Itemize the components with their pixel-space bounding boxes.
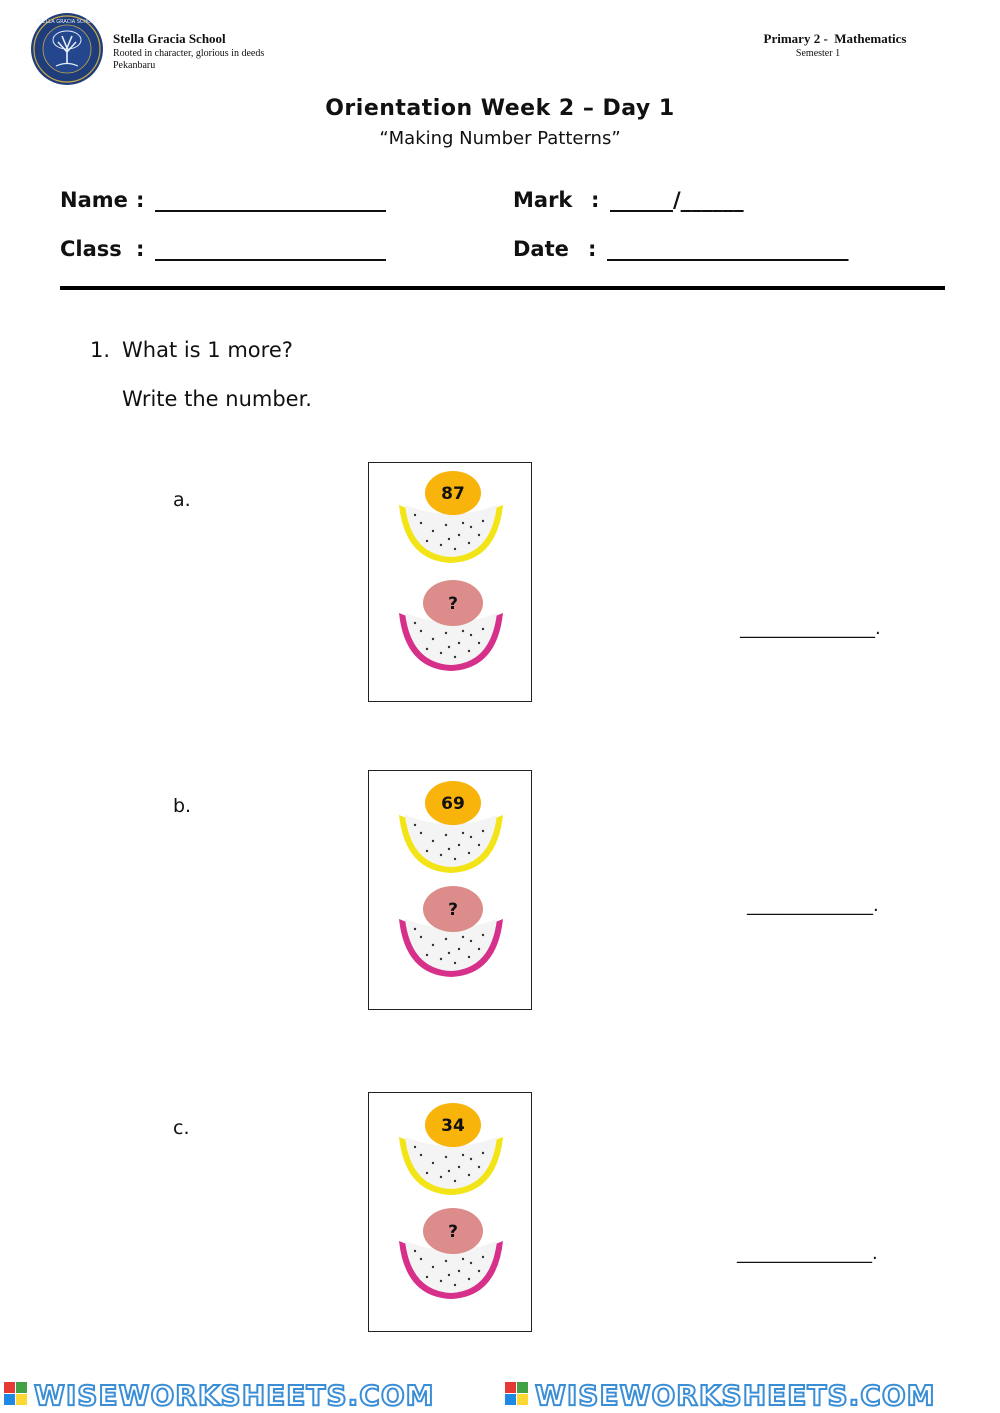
name-field[interactable]: ______________________ (155, 188, 386, 212)
item-c-given-number: 34 (441, 1116, 465, 1136)
header-divider (60, 286, 945, 290)
item-b-unknown: ? (448, 900, 458, 920)
semester-label: Semester 1 (795, 48, 841, 59)
question-instruction: Write the number. (122, 387, 312, 411)
school-logo (30, 12, 104, 86)
item-c-answer-line[interactable]: _______________. (737, 1243, 878, 1264)
question-number: 1. (90, 338, 111, 362)
question-text: What is 1 more? (122, 338, 293, 362)
class-field[interactable]: ______________________ (155, 237, 386, 261)
date-colon: : (588, 237, 597, 261)
class-label: Class (60, 237, 122, 261)
wise-logo-icon (505, 1382, 528, 1405)
wise-logo-icon (4, 1382, 27, 1405)
brand-text-2: WISEWORKSHEETS.COM (535, 1379, 936, 1412)
item-b-answer-line[interactable]: ______________. (747, 895, 879, 916)
mark-field[interactable]: ______/______ (610, 188, 744, 212)
date-label: Date (513, 237, 569, 261)
school-motto: Rooted in character, glorious in deeds (113, 48, 265, 59)
class-colon: : (136, 237, 145, 261)
item-a-unknown: ? (448, 594, 458, 614)
item-c-letter: c. (173, 1117, 190, 1139)
school-name: Stella Gracia School (113, 31, 226, 46)
yellow-dragonfruit-icon (391, 775, 511, 875)
mark-label: Mark (513, 188, 573, 212)
yellow-dragonfruit-icon (391, 1097, 511, 1197)
item-a-picture (368, 462, 532, 702)
school-city: Pekanbaru (113, 60, 156, 71)
item-b-picture (368, 770, 532, 1010)
footer-watermark (0, 1374, 1000, 1413)
item-b-letter: b. (173, 795, 192, 817)
item-b-given-number: 69 (441, 794, 465, 814)
date-field[interactable]: _______________________ (607, 237, 849, 261)
item-a-letter: a. (173, 489, 191, 511)
pink-dragonfruit-icon (391, 1201, 511, 1301)
item-a-given-number: 87 (441, 484, 465, 504)
item-a-answer-line[interactable]: _______________. (740, 618, 881, 639)
item-c-unknown: ? (448, 1222, 458, 1242)
name-label: Name (60, 188, 128, 212)
yellow-dragonfruit-icon (391, 465, 511, 565)
pink-dragonfruit-icon (391, 879, 511, 979)
brand-text-1: WISEWORKSHEETS.COM (34, 1379, 435, 1412)
name-colon: : (136, 188, 145, 212)
subject-label: Primary 2 - Mathematics (763, 31, 907, 46)
worksheet-subtitle: “Making Number Patterns” (379, 128, 621, 149)
worksheet-title: Orientation Week 2 – Day 1 (325, 96, 675, 121)
pink-dragonfruit-icon (391, 573, 511, 673)
item-c-picture (368, 1092, 532, 1332)
mark-colon: : (591, 188, 600, 212)
svg-text:STELLA GRACIA SCHOOL: STELLA GRACIA SCHOOL (36, 19, 98, 25)
